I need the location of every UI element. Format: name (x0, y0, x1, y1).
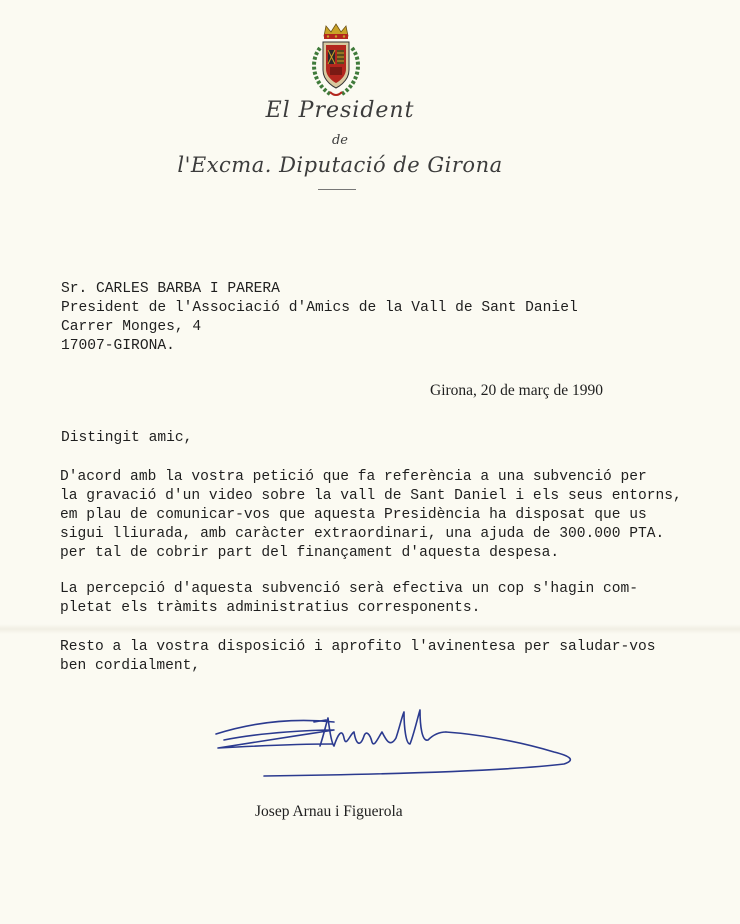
letterhead-organization: l'Excma. Diputació de Girona (177, 153, 503, 177)
salutation: Distingit amic, (61, 430, 193, 446)
body-line: per tal de cobrir part del finançament d'aquesta despesa. (60, 545, 560, 561)
body-line: sigui lliurada, amb caràcter extraordinari, una ajuda de 300.000 PTA. (60, 526, 665, 542)
body-line: em plau de comunicar-vos que aquesta Presidència ha disposat que us (60, 507, 647, 523)
recipient-address (61, 280, 578, 356)
letter-date: Girona, 20 de març de 1990 (430, 382, 604, 399)
letterhead-de: de (331, 133, 348, 148)
body-paragraph-1 (60, 468, 682, 563)
body-line: la gravació d'un video sobre la vall de Sant Daniel i els seus entorns, (60, 488, 682, 504)
body-paragraph-2 (60, 580, 638, 618)
recipient-title: President de l'Associació d'Amics de la Vall de Sant Daniel (61, 300, 578, 316)
body-line: pletat els tràmits administratius corresponents. (60, 600, 481, 616)
coat-of-arms-icon (306, 20, 366, 100)
recipient-city: 17007-GIRONA. (61, 338, 175, 354)
handwritten-signature (214, 704, 579, 784)
recipient-street: Carrer Monges, 4 (61, 319, 202, 335)
signer-name: Josep Arnau i Figuerola (255, 803, 403, 820)
letterhead-title: El President (265, 98, 415, 123)
body-line: Resto a la vostra disposició i aprofito l'avinentesa per saludar-vos (60, 639, 656, 655)
paper-fold (0, 624, 740, 634)
body-paragraph-3 (60, 638, 656, 676)
letterhead-divider (318, 189, 356, 190)
body-line: D'acord amb la vostra petició que fa referència a una subvenció per (60, 469, 647, 485)
recipient-name: Sr. CARLES BARBA I PARERA (61, 281, 280, 297)
body-line: La percepció d'aquesta subvenció serà efectiva un cop s'hagin com- (60, 581, 639, 597)
body-line: ben cordialment, (60, 658, 201, 674)
